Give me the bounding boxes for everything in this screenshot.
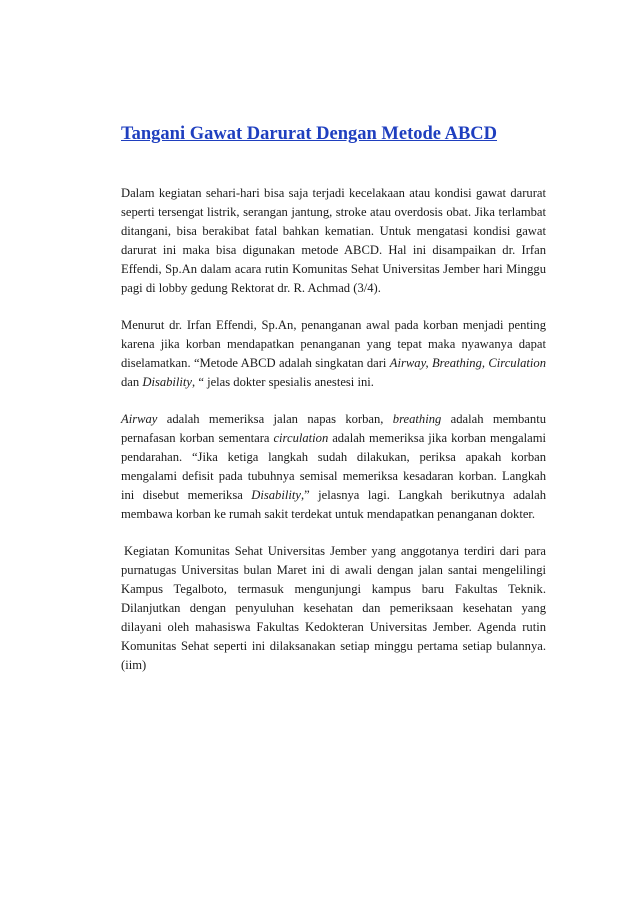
paragraph-2-text-2: dan (121, 375, 143, 389)
paragraph-2-italic-1: Airway, Breathing, Circulation (389, 356, 546, 370)
paragraph-3-text-4: ,” jelasnya lagi. Langkah berikutnya adalah membawa korban ke rumah sakit terdekat untuk mendapatkan penanganan dokter. (121, 488, 546, 521)
paragraph-3 (121, 410, 546, 524)
paragraph-3-text-1: adalah memeriksa jalan napas korban, (157, 412, 393, 426)
paragraph-2-text-3: , “ jelas dokter spesialis anestesi ini. (192, 375, 374, 389)
paragraph-2-italic-2: Disability (142, 375, 193, 389)
paragraph-3-text-2: adalah membantu pernafasan korban sementara (121, 412, 546, 445)
paragraph-1-text: Dalam kegiatan sehari-hari bisa saja terjadi kecelakaan atau kondisi gawat darurat seperti tersengat listrik, serangan jantung, stroke atau overdosis obat. Jika terlambat ditangani, bisa berakibat fatal bahkan kematian. Untuk mengatasi kondisi gawat darurat ini maka bisa digunakan metode ABCD. Hal ini disampaikan dr. Irfan Effendi, Sp.An dalam acara rutin Komunitas Sehat Universitas Jember hari Minggu pagi di lobby gedung Rektorat dr. R. Achmad (3/4). (121, 186, 546, 295)
paragraph-1 (121, 184, 546, 298)
paragraph-3-text-3: adalah memeriksa jika korban mengalami pendarahan. “Jika ketiga langkah sudah dilakukan, periksa apakah korban mengalami defisit pada tubuhnya semisal memeriksa kesadaran korban. Langkah ini disebut memeriksa (121, 431, 546, 502)
paragraph-2 (121, 316, 546, 392)
paragraph-3-italic-2: breathing (392, 412, 442, 426)
paragraph-4-text: Kegiatan Komunitas Sehat Universitas Jember yang anggotanya terdiri dari para purnatugas Universitas bulan Maret ini di awali dengan jalan santai mengelilingi Kampus Tegalboto, termasuk mengunjungi kampus baru Fakultas Teknik. Dilanjutkan dengan penyuluhan kesehatan dan pemeriksaan kesehatan yang dilayani oleh mahasiswa Fakultas Kedokteran Universitas Jember. Agenda rutin Komunitas Sehat seperti ini dilaksanakan setiap minggu pertama setiap bulannya. (iim) (121, 544, 546, 672)
paragraph-4 (121, 542, 546, 675)
paragraph-3-italic-1: Airway (121, 412, 158, 426)
article-body (121, 184, 546, 693)
page-title[interactable]: Tangani Gawat Darurat Dengan Metode ABCD (121, 124, 498, 144)
paragraph-3-italic-3: circulation (273, 431, 329, 445)
paragraph-2-text-1: Menurut dr. Irfan Effendi, Sp.An, penanganan awal pada korban menjadi penting karena jika korban mendapatkan penanganan yang tepat maka nyawanya dapat diselamatkan. “Metode ABCD adalah singkatan dari (121, 318, 546, 370)
paragraph-3-italic-4: Disability (251, 488, 301, 502)
